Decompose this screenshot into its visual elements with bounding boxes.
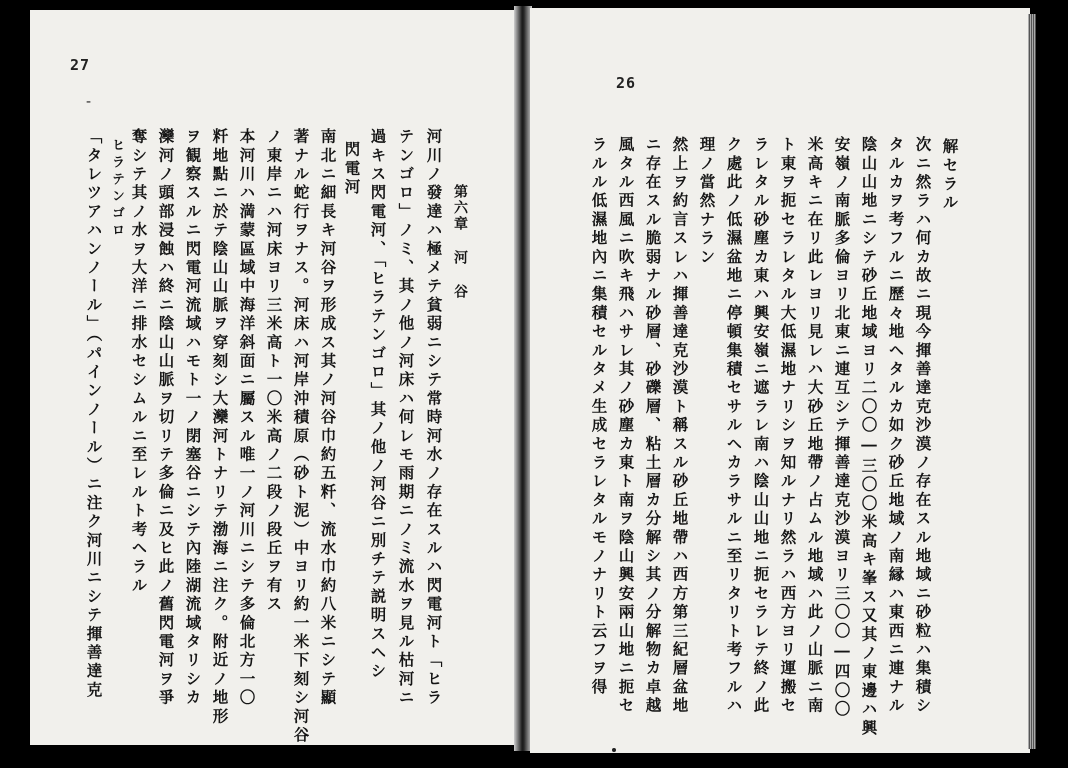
right-column-13: 風タル西風ニ吹キ飛ハサレ其ノ砂塵カ東ト南ヲ陰山興安兩山地ニ扼セ <box>616 136 636 716</box>
left-column-9: 粁地點ニ於テ陰山山脈ヲ穿刻シ大灤河トナリテ渤海ニ注ク。附近ノ地形 <box>210 128 230 727</box>
right-column-1: 解セラル <box>940 138 960 213</box>
ruby-annotation: ヒラテンゴロ <box>109 138 124 240</box>
right-column-10: 理ノ當然ナラン <box>697 136 717 267</box>
right-column-5: 安嶺ノ南脈多倫ヨリ北東ニ連互シテ揮善達克沙漠ヨリ三〇〇―四〇〇 <box>832 136 852 720</box>
left-column-last: 「タレツアハンノール」（パインノール）ニ注ク河川ニシテ揮善達克 <box>84 128 104 700</box>
right-column-9: ク處此ノ低濕盆地ニ停頓集積セサルヘカラサルニ至リタリト考フルハ <box>724 136 744 716</box>
page-stack-edge <box>1028 14 1036 749</box>
right-column-6: 米高キニ在リ此レヨリ見レハ大砂丘地帶ノ占ムル地域ハ此ノ山脈ニ南 <box>805 136 825 716</box>
left-column-11: 灤河ノ頭部浸蝕ハ終ニ陰山山脈ヲ切リテ多倫ニ及ヒ此ノ舊閃電河ヲ爭 <box>156 128 176 708</box>
section-heading-column: 閃電河 <box>342 141 362 198</box>
page-speck <box>612 748 616 752</box>
right-column-7: ト東ヲ扼セラレタル大低濕地ナリシヲ知ルナリ然ラハ西方ヨリ運搬セ <box>778 136 798 716</box>
right-page-number: 26 <box>616 74 637 92</box>
left-column-7: ノ東岸ニハ河床ヨリ三米高ト一〇米高ノ二段ノ段丘ヲ有ス <box>264 128 284 615</box>
left-column-1: 河川ノ發達ハ極メテ貧弱ニシテ常時河水ノ存在スルハ閃電河ト「ヒラ <box>424 128 444 708</box>
left-page <box>30 10 520 745</box>
left-column-3: 過キス閃電河、「ヒラテンゴロ」其ノ他ノ河谷ニ別チテ説明スヘシ <box>368 128 388 682</box>
right-page <box>530 8 1030 753</box>
chapter-heading: 第六章 河 谷 <box>452 184 468 300</box>
left-column-10: ヲ観察スルニ閃電河流域ハモト一ノ閉塞谷ニシテ內陸湖流域タリシカ <box>183 128 203 708</box>
right-column-14: ラルル低濕地內ニ集積セルタメ生成セラレタルモノナリト云フヲ得 <box>589 136 609 697</box>
right-column-8: ラレタル砂塵カ東ハ興安嶺ニ遮ラレ南ハ陰山山地ニ扼セラレテ終ノ此 <box>751 136 771 716</box>
left-column-12: 奪シテ其ノ水ヲ大洋ニ排水セシムルニ至レルト考ヘラル <box>129 128 149 596</box>
right-column-4: 陰山山地ニシテ砂丘地域ヨリ二〇〇―三〇〇米高キ峯ス又其ノ東邊ハ興 <box>859 136 879 738</box>
left-column-5: 南北ニ細長キ河谷ヲ形成ス其ノ河谷巾約五粁、流水巾約八米ニシテ顯 <box>318 128 338 708</box>
left-column-6: 著ナル蛇行ヲナス。河床ハ河岸沖積原（砂ト泥）中ヨリ約一米下刻シ河谷 <box>291 128 311 745</box>
right-column-3: タルカヲ考フルニ歷々地ヘタルカ如ク砂丘地域ノ南縁ハ東西ニ連ナル <box>886 136 906 716</box>
left-page-number: 27 <box>70 56 91 74</box>
right-column-2: 次ニ然ラハ何カ故ニ現今揮善達克沙漠ノ存在スル地域ニ砂粒ハ集積シ <box>913 136 933 716</box>
left-column-8: 本河川ハ満蒙區域中海洋斜面ニ屬スル唯一ノ河川ニシテ多倫北方一〇 <box>237 128 257 708</box>
right-column-11: 然上ヲ約言スレハ揮善達克沙漠ト稱スル砂丘地帶ハ西方第三紀層盆地 <box>670 136 690 716</box>
right-column-12: ニ存在スル脆弱ナル砂層、砂礫層、粘土層カ分解シ其ノ分解物カ卓越 <box>643 136 663 716</box>
left-column-2: テンゴロ」ノミ、其ノ他ノ河床ハ何レモ雨期ニノミ流水ヲ見ル枯河ニ <box>396 128 416 708</box>
left-page-dash-mark: - <box>86 92 92 110</box>
